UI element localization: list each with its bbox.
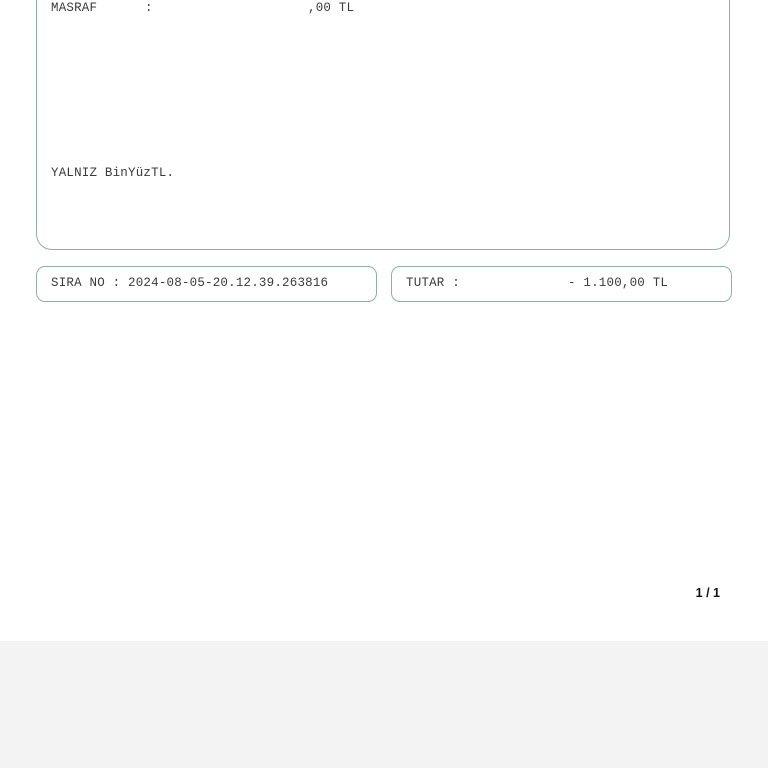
tutar-label: TUTAR : [406,276,460,290]
receipt-details-box [36,0,730,250]
masraf-label: MASRAF [51,1,98,15]
page-number: 1 / 1 [695,586,720,600]
amount-in-words: YALNIZ BinYüzTL. [51,166,175,180]
sira-no-text: SIRA NO : 2024-08-05-20.12.39.263816 [51,276,329,290]
masraf-colon: : [145,1,153,15]
masraf-value: ,00 TL [308,1,355,15]
viewer-background [0,641,768,768]
tutar-value: - 1.100,00 TL [568,276,669,290]
